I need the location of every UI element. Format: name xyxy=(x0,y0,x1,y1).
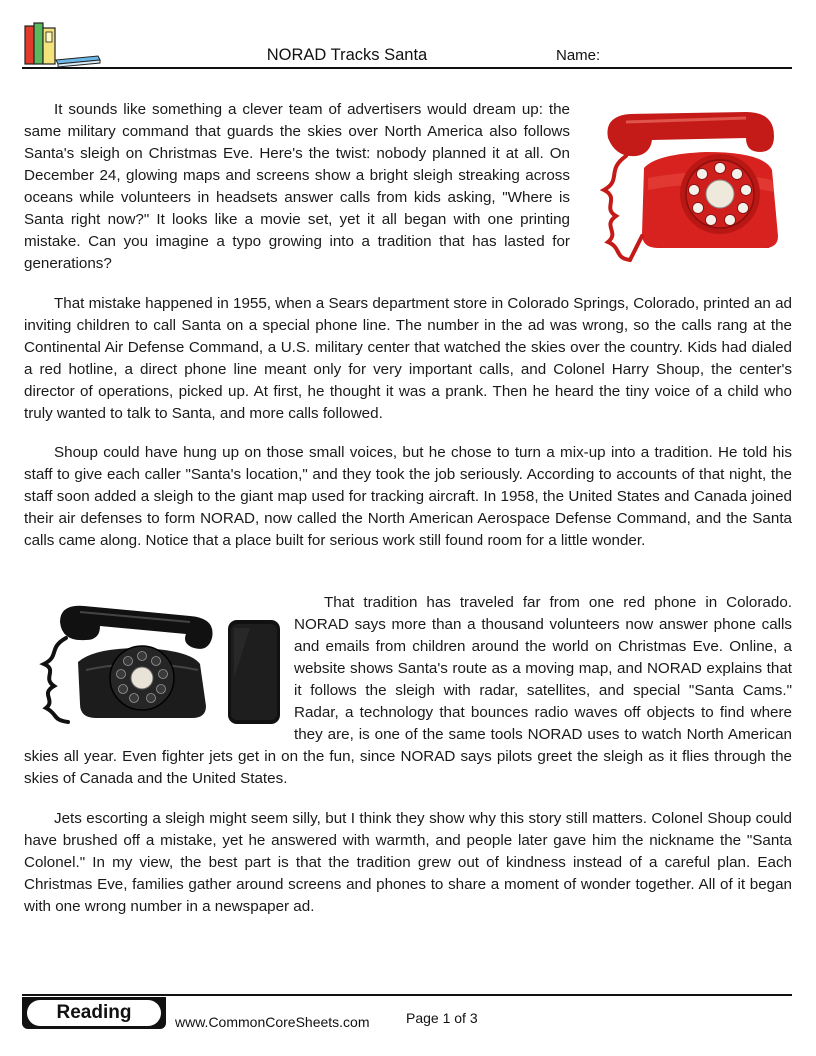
page-title: NORAD Tracks Santa xyxy=(266,46,428,64)
article-paragraph-5: Jets escorting a sleigh might seem silly, but I think they show why this story still matters. Colonel Shoup could have brushed off a mistake, yet he answered with warmth, and people later gave him the nickname the "Santa Colonel." In my view, the best part is that the tradition grew out of kindness instead of a careful plan. Each Christmas Eve, families gather around screens and phones to share a moment of wonder together. All of it began with one wrong number in a newspaper ad. xyxy=(24,810,792,915)
article-paragraph-1: It sounds like something a clever team of advertisers would dream up: the same military command that guards the skies over North America also follows Santa's sleigh on Christmas Eve. Here's the twist: nobody planned it at all. On December 24, glowing maps and screens show a bright sleigh streaking across oceans while volunteers in headsets answer calls from kids asking, "Where is Santa right now?" It looks like a movie set, yet it all began with one printing mistake. Can you imagine a typo growing into a tradition that has lasted for generations? xyxy=(24,101,570,272)
header-divider xyxy=(22,67,792,69)
article-paragraph-3: Shoup could have hung up on those small voices, but he chose to turn a mix-up into a tradition. He told his staff to give each caller "Santa's location," and they took the job seriously. According to accounts of that night, the staff soon added a sleigh to the giant map used for tracking aircraft. In 1958, the United States and Canada joined their air defenses to form NORAD, now called the North American Aerospace Defense Command, and the Santa calls came along. Notice that a place built for serious work still found room for a little wonder. xyxy=(24,444,792,549)
website-link[interactable]: www.CommonCoreSheets.com xyxy=(175,1014,370,1030)
reading-badge-label: Reading xyxy=(27,1000,161,1026)
red-rotary-phone-image xyxy=(596,108,782,268)
reading-badge xyxy=(22,997,166,1029)
article-paragraph-4-block xyxy=(24,592,792,790)
page-number: Page 1 of 3 xyxy=(406,1010,478,1026)
article-paragraph-2: That mistake happened in 1955, when a Sears department store in Colorado Springs, Colorado, printed an ad inviting children to call Santa on a special phone line. The number in the ad was wrong, so the calls rang at the Continental Air Defense Command, a U.S. military center that watched the skies over the country. Kids had dialed a red hotline, a direct phone line meant only for very important calls, and Colonel Harry Shoup, the center's director of operations, picked up. At first, he thought it was a prank. Then he heard the tiny voice of a child who truly wanted to talk to Santa, and more calls followed. xyxy=(24,295,792,422)
page-header xyxy=(22,20,792,70)
article-paragraph-4: That tradition has traveled far from one red phone in Colorado. NORAD says more than a thousand volunteers now answer phone calls and emails from children around the world on Christmas Eve. Online, a website shows Santa's route as a moving map, and NORAD explains that it follows the sleigh with radar, satellites, and special "Santa Cams." Radar, a technology that bounces radio waves off objects to find where they are, is one of the same tools NORAD uses to watch North American skies all year. Even fighter jets get in on the fun, since NORAD says pilots greet the sleigh as it flies through the skies of Canada and the United States. xyxy=(24,594,792,787)
name-label: Name: xyxy=(556,47,601,64)
footer-divider xyxy=(22,994,792,996)
image-float-space xyxy=(24,592,294,746)
